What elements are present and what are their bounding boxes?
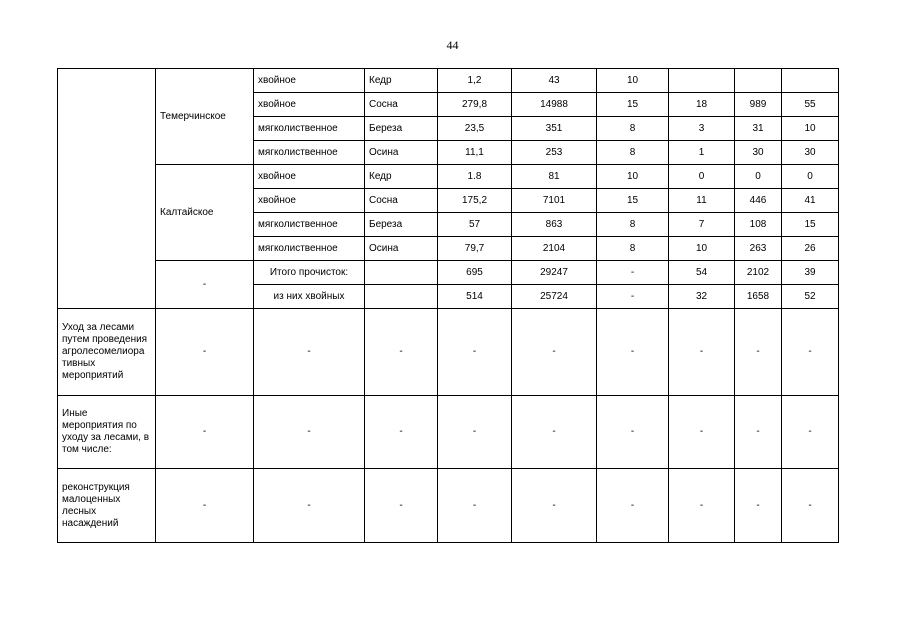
tree-species: Кедр — [365, 69, 438, 93]
value-cell: 55 — [782, 93, 839, 117]
activity-dash: - — [782, 469, 839, 543]
totals-empty — [365, 261, 438, 285]
value-cell: 43 — [512, 69, 597, 93]
forestry-table — [57, 68, 839, 543]
activity-label: реконструкция малоценных лесных насаждений — [58, 469, 156, 543]
value-cell: 10 — [782, 117, 839, 141]
activity-dash: - — [669, 396, 735, 469]
value-cell: 11 — [669, 189, 735, 213]
value-cell: 8 — [597, 213, 669, 237]
value-cell — [735, 69, 782, 93]
activity-dash: - — [512, 396, 597, 469]
activity-dash: - — [597, 309, 669, 396]
value-cell: 863 — [512, 213, 597, 237]
forest-type: хвойное — [254, 69, 365, 93]
value-cell: 57 — [438, 213, 512, 237]
totals-value: 39 — [782, 261, 839, 285]
value-cell: 81 — [512, 165, 597, 189]
activity-dash: - — [156, 309, 254, 396]
activity-row — [58, 396, 839, 469]
tree-species: Сосна — [365, 189, 438, 213]
value-cell: 41 — [782, 189, 839, 213]
value-cell: 3 — [669, 117, 735, 141]
value-cell: 15 — [782, 213, 839, 237]
forest-type: мягколиственное — [254, 117, 365, 141]
activity-dash: - — [156, 469, 254, 543]
totals-value: 2102 — [735, 261, 782, 285]
forest-type: мягколиственное — [254, 237, 365, 261]
forest-type: мягколиственное — [254, 141, 365, 165]
activity-dash: - — [512, 469, 597, 543]
value-cell — [669, 69, 735, 93]
value-cell: 1,2 — [438, 69, 512, 93]
value-cell: 2104 — [512, 237, 597, 261]
page-number: 44 — [446, 38, 459, 52]
activity-dash: - — [438, 309, 512, 396]
value-cell: 989 — [735, 93, 782, 117]
value-cell: 11,1 — [438, 141, 512, 165]
value-cell: 7101 — [512, 189, 597, 213]
value-cell: 279,8 — [438, 93, 512, 117]
value-cell: 30 — [735, 141, 782, 165]
activity-dash: - — [365, 396, 438, 469]
value-cell: 10 — [597, 69, 669, 93]
value-cell: 0 — [669, 165, 735, 189]
value-cell: 0 — [782, 165, 839, 189]
value-cell: 446 — [735, 189, 782, 213]
value-cell: 15 — [597, 93, 669, 117]
value-cell: 30 — [782, 141, 839, 165]
totals-value: - — [597, 285, 669, 309]
value-cell: 8 — [597, 117, 669, 141]
activity-dash: - — [254, 396, 365, 469]
activity-dash: - — [597, 469, 669, 543]
value-cell: 1 — [669, 141, 735, 165]
activity-row — [58, 309, 839, 396]
activity-dash: - — [254, 309, 365, 396]
tree-species: Береза — [365, 117, 438, 141]
activity-dash: - — [669, 469, 735, 543]
activity-dash: - — [512, 309, 597, 396]
tree-species: Береза — [365, 213, 438, 237]
table-body — [58, 69, 839, 543]
value-cell: 1.8 — [438, 165, 512, 189]
activity-dash: - — [156, 396, 254, 469]
value-cell: 79,7 — [438, 237, 512, 261]
totals-value: 52 — [782, 285, 839, 309]
value-cell: 31 — [735, 117, 782, 141]
value-cell: 175,2 — [438, 189, 512, 213]
totals-label: Итого прочисток: — [254, 261, 365, 285]
value-cell: 8 — [597, 141, 669, 165]
activity-dash: - — [782, 396, 839, 469]
value-cell: 7 — [669, 213, 735, 237]
value-cell — [782, 69, 839, 93]
value-cell: 10 — [669, 237, 735, 261]
tree-species: Кедр — [365, 165, 438, 189]
totals-empty — [365, 285, 438, 309]
tree-species: Осина — [365, 237, 438, 261]
totals-value: 695 — [438, 261, 512, 285]
value-cell: 108 — [735, 213, 782, 237]
region-name: Темерчинское — [156, 69, 254, 165]
forest-type: мягколиственное — [254, 213, 365, 237]
activity-dash: - — [597, 396, 669, 469]
activity-label: Иные мероприятия по уходу за лесами, в том числе: — [58, 396, 156, 469]
forest-type: хвойное — [254, 189, 365, 213]
value-cell: 263 — [735, 237, 782, 261]
activity-dash: - — [438, 469, 512, 543]
totals-value: 1658 — [735, 285, 782, 309]
value-cell: 0 — [735, 165, 782, 189]
forest-type: хвойное — [254, 165, 365, 189]
activity-dash: - — [782, 309, 839, 396]
activity-dash: - — [735, 309, 782, 396]
totals-value: 32 — [669, 285, 735, 309]
value-cell: 26 — [782, 237, 839, 261]
totals-value: 514 — [438, 285, 512, 309]
activity-row — [58, 469, 839, 543]
tree-species: Осина — [365, 141, 438, 165]
value-cell: 253 — [512, 141, 597, 165]
value-cell: 10 — [597, 165, 669, 189]
activity-dash: - — [365, 309, 438, 396]
table-row — [58, 69, 839, 93]
value-cell: 14988 — [512, 93, 597, 117]
totals-value: 54 — [669, 261, 735, 285]
totals-dash: - — [156, 261, 254, 309]
value-cell: 15 — [597, 189, 669, 213]
region-name: Калтайское — [156, 165, 254, 261]
table-row — [58, 165, 839, 189]
activity-dash: - — [669, 309, 735, 396]
activity-label: Уход за лесами путем проведения агролесомелиора тивных мероприятий — [58, 309, 156, 396]
tree-species: Сосна — [365, 93, 438, 117]
value-cell: 8 — [597, 237, 669, 261]
totals-label: из них хвойных — [254, 285, 365, 309]
value-cell: 18 — [669, 93, 735, 117]
totals-row — [58, 261, 839, 285]
value-cell: 23,5 — [438, 117, 512, 141]
value-cell: 351 — [512, 117, 597, 141]
totals-value: - — [597, 261, 669, 285]
forest-type: хвойное — [254, 93, 365, 117]
activity-dash: - — [735, 469, 782, 543]
activity-dash: - — [254, 469, 365, 543]
totals-value: 25724 — [512, 285, 597, 309]
activity-cell-empty — [58, 69, 156, 309]
totals-value: 29247 — [512, 261, 597, 285]
activity-dash: - — [365, 469, 438, 543]
activity-dash: - — [438, 396, 512, 469]
activity-dash: - — [735, 396, 782, 469]
